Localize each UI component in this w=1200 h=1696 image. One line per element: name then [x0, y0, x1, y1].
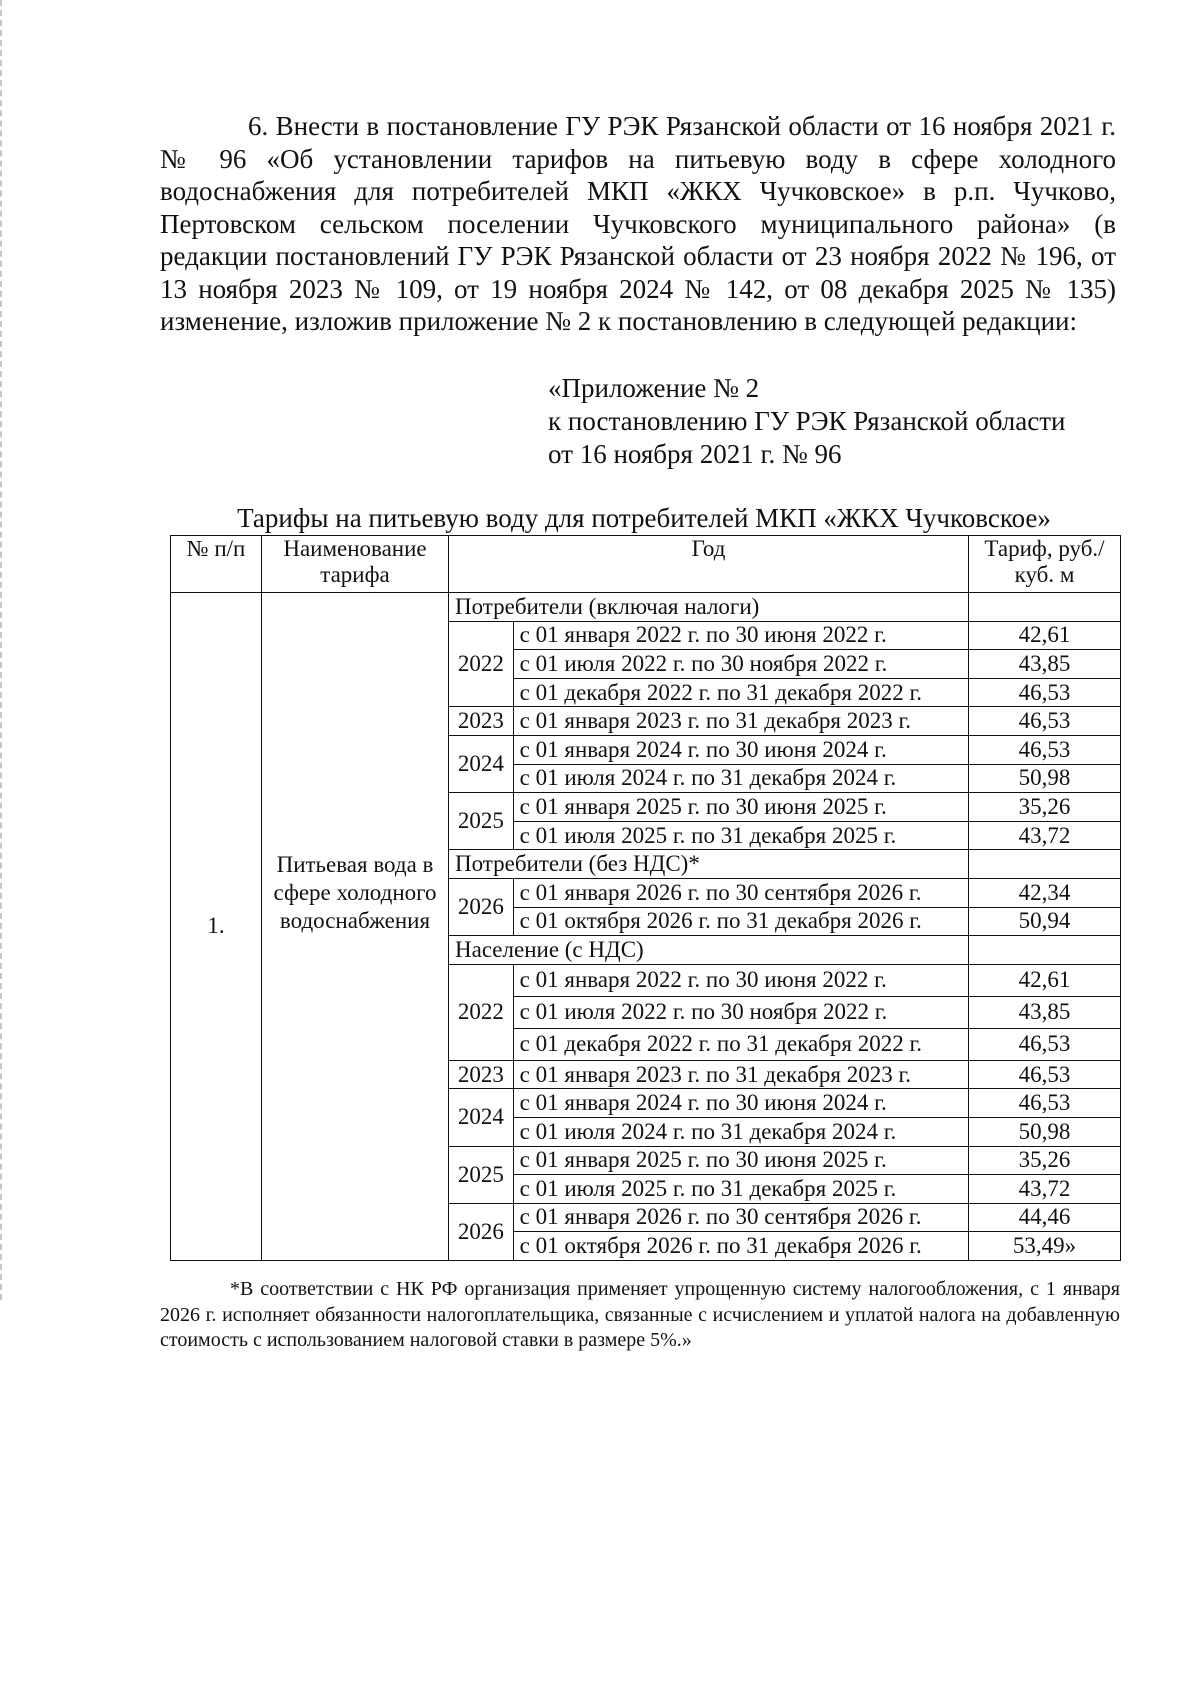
- header-name: Наименование тарифа: [262, 536, 449, 593]
- period-cell: с 01 января 2022 г. по 30 июня 2022 г.: [513, 964, 968, 996]
- paragraph-text: 6. Внести в постановление ГУ РЭК Рязанской области от 16 ноября 2021 г. № 96 «Об установлении тарифов на питьевую воду в сфере холодного водоснабжения для потребителей МКП «ЖКХ Чучковское» в р.п. Чучково, Пертовском сельском поселении Чучковского муниципального района» (в редакции постановлений ГУ РЭК Рязанской области от 23 ноября 2022 № 196, от 13 ноября 2023 № 109, от 19 ноября 2024 № 142, от 08 декабря 2025 № 135) изменение, изложив приложение № 2 к постановлению в следующей редакции:: [160, 111, 1116, 336]
- scan-edge-mark: [0, 0, 5, 1300]
- group-label: Население (с НДС): [449, 936, 969, 965]
- tariff-value: 42,34: [969, 878, 1121, 907]
- tariff-name: Питьевая вода в сфере холодного водоснабжения: [273, 852, 437, 933]
- tariff-table: [170, 535, 1121, 1261]
- group-label: Потребители (без НДС)*: [449, 850, 969, 879]
- period-cell: с 01 января 2025 г. по 30 июня 2025 г.: [513, 793, 968, 822]
- year-cell: 2022: [449, 964, 514, 1060]
- footnote: [160, 1277, 1120, 1354]
- year-cell: 2025: [449, 793, 514, 850]
- row-number: 1.: [171, 593, 262, 1261]
- tariff-value: 53,49»: [969, 1232, 1121, 1261]
- period-cell: с 01 января 2023 г. по 31 декабря 2023 г.: [513, 707, 968, 736]
- header-num: № п/п: [171, 536, 262, 593]
- period-cell: с 01 июля 2022 г. по 30 ноября 2022 г.: [513, 996, 968, 1028]
- tariff-value: 44,46: [969, 1203, 1121, 1232]
- tariff-value: 42,61: [969, 621, 1121, 650]
- group-value-empty: [969, 850, 1121, 879]
- year-cell: 2024: [449, 735, 514, 792]
- year-cell: 2023: [449, 707, 514, 736]
- appendix-line-3: от 16 ноября 2021 г. № 96: [548, 439, 842, 469]
- period-cell: с 01 июля 2022 г. по 30 ноября 2022 г.: [513, 650, 968, 679]
- year-cell: 2024: [449, 1089, 514, 1146]
- group-value-empty: [969, 593, 1121, 622]
- tariff-value: 43,72: [969, 821, 1121, 850]
- tariff-name-cell: [262, 593, 449, 1261]
- period-cell: с 01 января 2026 г. по 30 сентября 2026 г.: [513, 878, 968, 907]
- group-value-empty: [969, 936, 1121, 965]
- tariff-value: 46,53: [969, 1060, 1121, 1089]
- period-cell: с 01 октября 2026 г. по 31 декабря 2026 г.: [513, 907, 968, 936]
- tariff-value: 35,26: [969, 793, 1121, 822]
- period-cell: с 01 января 2025 г. по 30 июня 2025 г.: [513, 1146, 968, 1175]
- period-cell: с 01 июля 2025 г. по 31 декабря 2025 г.: [513, 821, 968, 850]
- appendix-header: [548, 372, 1065, 471]
- tariff-value: 43,85: [969, 996, 1121, 1028]
- year-cell: 2023: [449, 1060, 514, 1089]
- tariff-value: 46,53: [969, 735, 1121, 764]
- tariff-value: 50,98: [969, 1117, 1121, 1146]
- year-cell: 2025: [449, 1146, 514, 1203]
- tariff-value: 50,98: [969, 764, 1121, 793]
- tariff-value: 46,53: [969, 678, 1121, 707]
- table-caption: Тарифы на питьевую воду для потребителей МКП «ЖКХ Чучковское»: [237, 503, 1051, 533]
- group-row: [171, 593, 1121, 622]
- body-paragraph: [160, 110, 1116, 338]
- period-cell: с 01 декабря 2022 г. по 31 декабря 2022 г.: [513, 1028, 968, 1060]
- year-cell: 2026: [449, 1203, 514, 1260]
- footnote-text: *В соответствии с НК РФ организация применяет упрощенную систему налогообложения, с 1 января 2026 г. исполняет обязанности налогоплательщика, связанные с исчислением и уплатой налога на добавленную стоимость с использованием налоговой ставки в размере 5%.»: [160, 1278, 1120, 1351]
- tariff-value: 43,85: [969, 650, 1121, 679]
- period-cell: с 01 июля 2024 г. по 31 декабря 2024 г.: [513, 764, 968, 793]
- period-cell: с 01 января 2022 г. по 30 июня 2022 г.: [513, 621, 968, 650]
- year-cell: 2022: [449, 621, 514, 707]
- header-tariff: Тариф, руб./куб. м: [969, 536, 1121, 593]
- header-year: Год: [449, 536, 969, 593]
- period-cell: с 01 октября 2026 г. по 31 декабря 2026 г.: [513, 1232, 968, 1261]
- period-cell: с 01 июля 2025 г. по 31 декабря 2025 г.: [513, 1175, 968, 1204]
- period-cell: с 01 января 2024 г. по 30 июня 2024 г.: [513, 735, 968, 764]
- period-cell: с 01 декабря 2022 г. по 31 декабря 2022 г.: [513, 678, 968, 707]
- tariff-value: 50,94: [969, 907, 1121, 936]
- tariff-value: 42,61: [969, 964, 1121, 996]
- tariff-value: 43,72: [969, 1175, 1121, 1204]
- period-cell: с 01 июля 2024 г. по 31 декабря 2024 г.: [513, 1117, 968, 1146]
- period-cell: с 01 января 2026 г. по 30 сентября 2026 г.: [513, 1203, 968, 1232]
- appendix-line-1: «Приложение № 2: [548, 373, 760, 403]
- tariff-value: 35,26: [969, 1146, 1121, 1175]
- tariff-value: 46,53: [969, 1028, 1121, 1060]
- tariff-value: 46,53: [969, 1089, 1121, 1118]
- appendix-line-2: к постановлению ГУ РЭК Рязанской области: [548, 406, 1066, 436]
- group-label: Потребители (включая налоги): [449, 593, 969, 622]
- period-cell: с 01 января 2024 г. по 30 июня 2024 г.: [513, 1089, 968, 1118]
- tariff-value: 46,53: [969, 707, 1121, 736]
- period-cell: с 01 января 2023 г. по 31 декабря 2023 г.: [513, 1060, 968, 1089]
- table-body: [171, 593, 1121, 1261]
- year-cell: 2026: [449, 878, 514, 935]
- table-header-row: [171, 536, 1121, 593]
